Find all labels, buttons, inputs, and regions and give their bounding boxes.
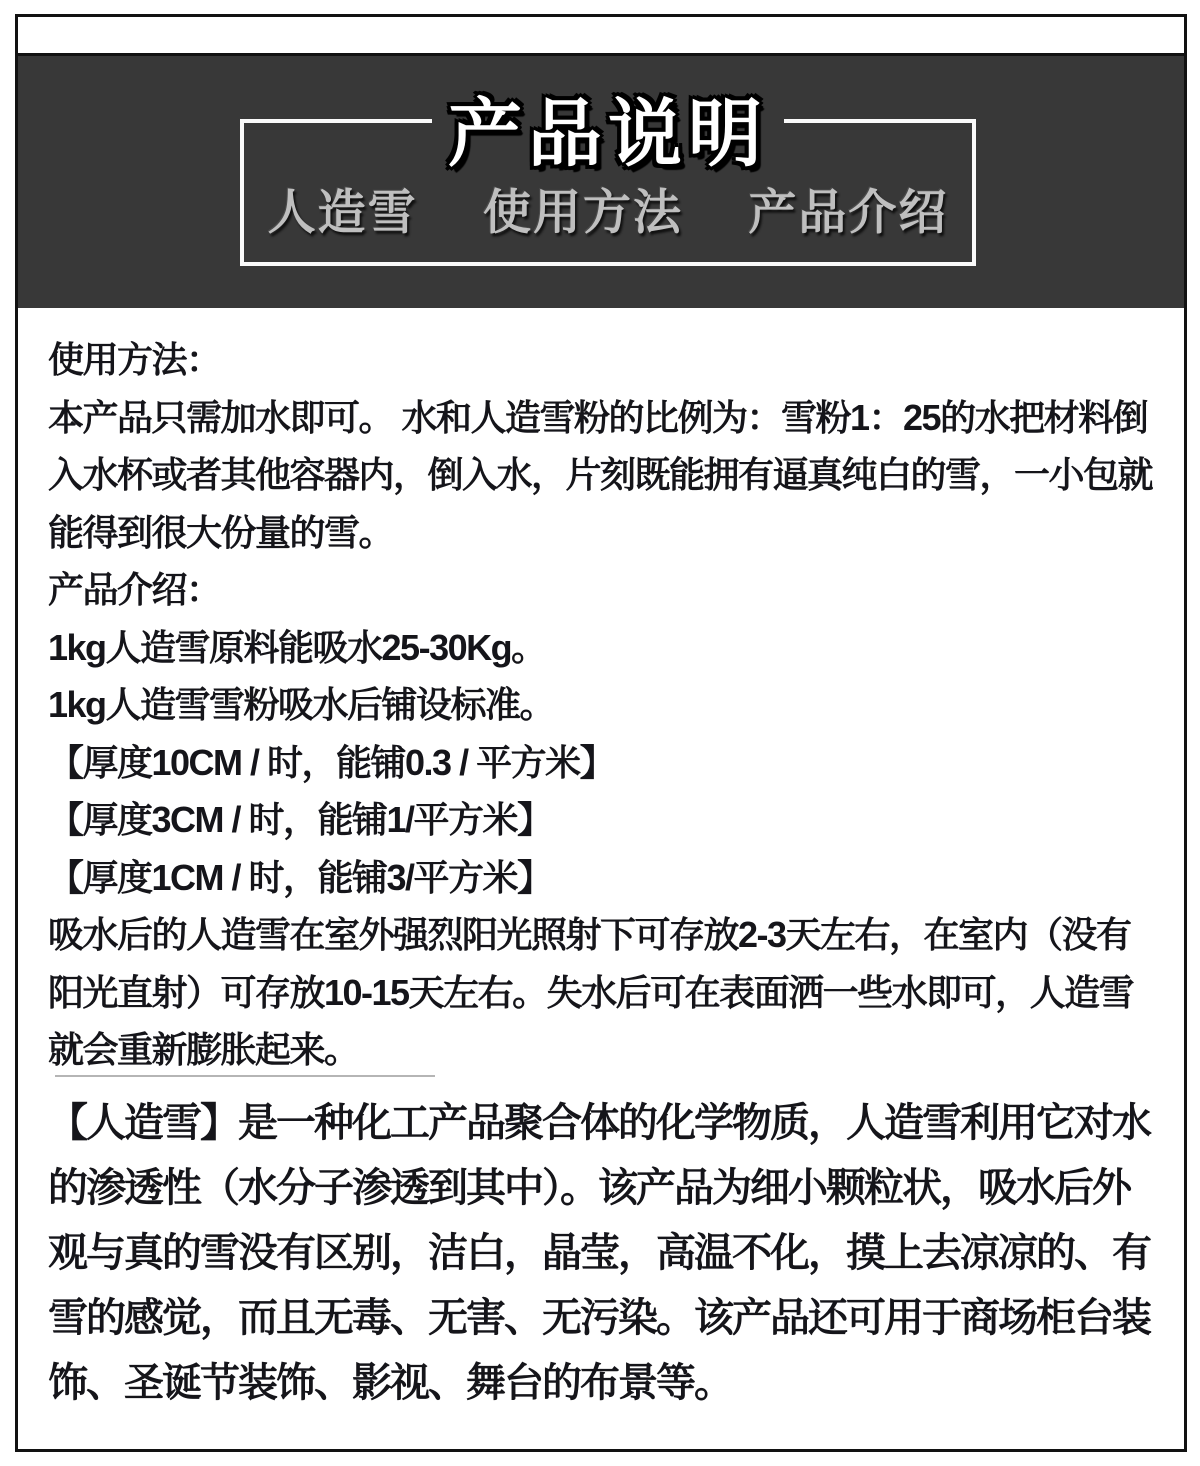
description-line: 雪的感觉，而且无毒、无害、无污染。该产品还可用于商场柜台装 [48,1295,1150,1340]
usage-line: 能得到很大份量的雪。 [48,511,394,553]
usage-line: 本产品只需加水即可。 水和人造雪粉的比例为：雪粉1：25的水把材料倒 [48,396,1148,438]
description-line: 饰、圣诞节装饰、影视、舞台的布景等。 [48,1360,732,1405]
spec-line: 【厚度1CM / 时，能铺3/平方米】 [48,856,552,898]
storage-line: 吸水后的人造雪在室外强烈阳光照射下可存放2-3天左右，在室内（没有 [48,914,1131,955]
description-paragraph [48,1091,1154,1416]
top-white-strip [18,17,1184,56]
description-line: 观与真的雪没有区别，洁白，晶莹，高温不化，摸上去凉凉的、有 [48,1230,1150,1275]
page-frame [15,14,1187,1452]
spec-line: 【厚度3CM / 时，能铺1/平方米】 [48,799,552,840]
storage-line: 阳光直射）可存放10-15天左右。失水后可在表面洒一些水即可，人造雪 [48,971,1134,1013]
usage-heading: 使用方法： [48,339,221,380]
storage-line: 就会重新膨胀起来。 [48,1029,359,1070]
usage-line: 入水杯或者其他容器内，倒入水，片刻既能拥有逼真纯白的雪，一小包就 [48,454,1153,495]
title-box [240,92,976,266]
intro-line: 1kg人造雪雪粉吸水后铺设标准。 [48,684,555,725]
header-subtitle: 人造雪 使用方法 产品介绍 [267,186,949,240]
description-line: 【人造雪】是一种化工产品聚合体的化学物质，人造雪利用它对水 [48,1100,1150,1145]
intro-line: 1kg人造雪原料能吸水25-30Kg。 [48,626,546,668]
description-line: 的渗透性（水分子渗透到其中）。该产品为细小颗粒状，吸水后外 [48,1165,1130,1210]
intro-heading: 产品介绍： [48,569,221,610]
header-banner [18,56,1184,308]
spec-line: 【厚度10CM / 时，能铺0.3 / 平方米】 [48,741,615,783]
body-content [18,308,1184,1416]
page-title: 产品说明 [432,92,784,176]
